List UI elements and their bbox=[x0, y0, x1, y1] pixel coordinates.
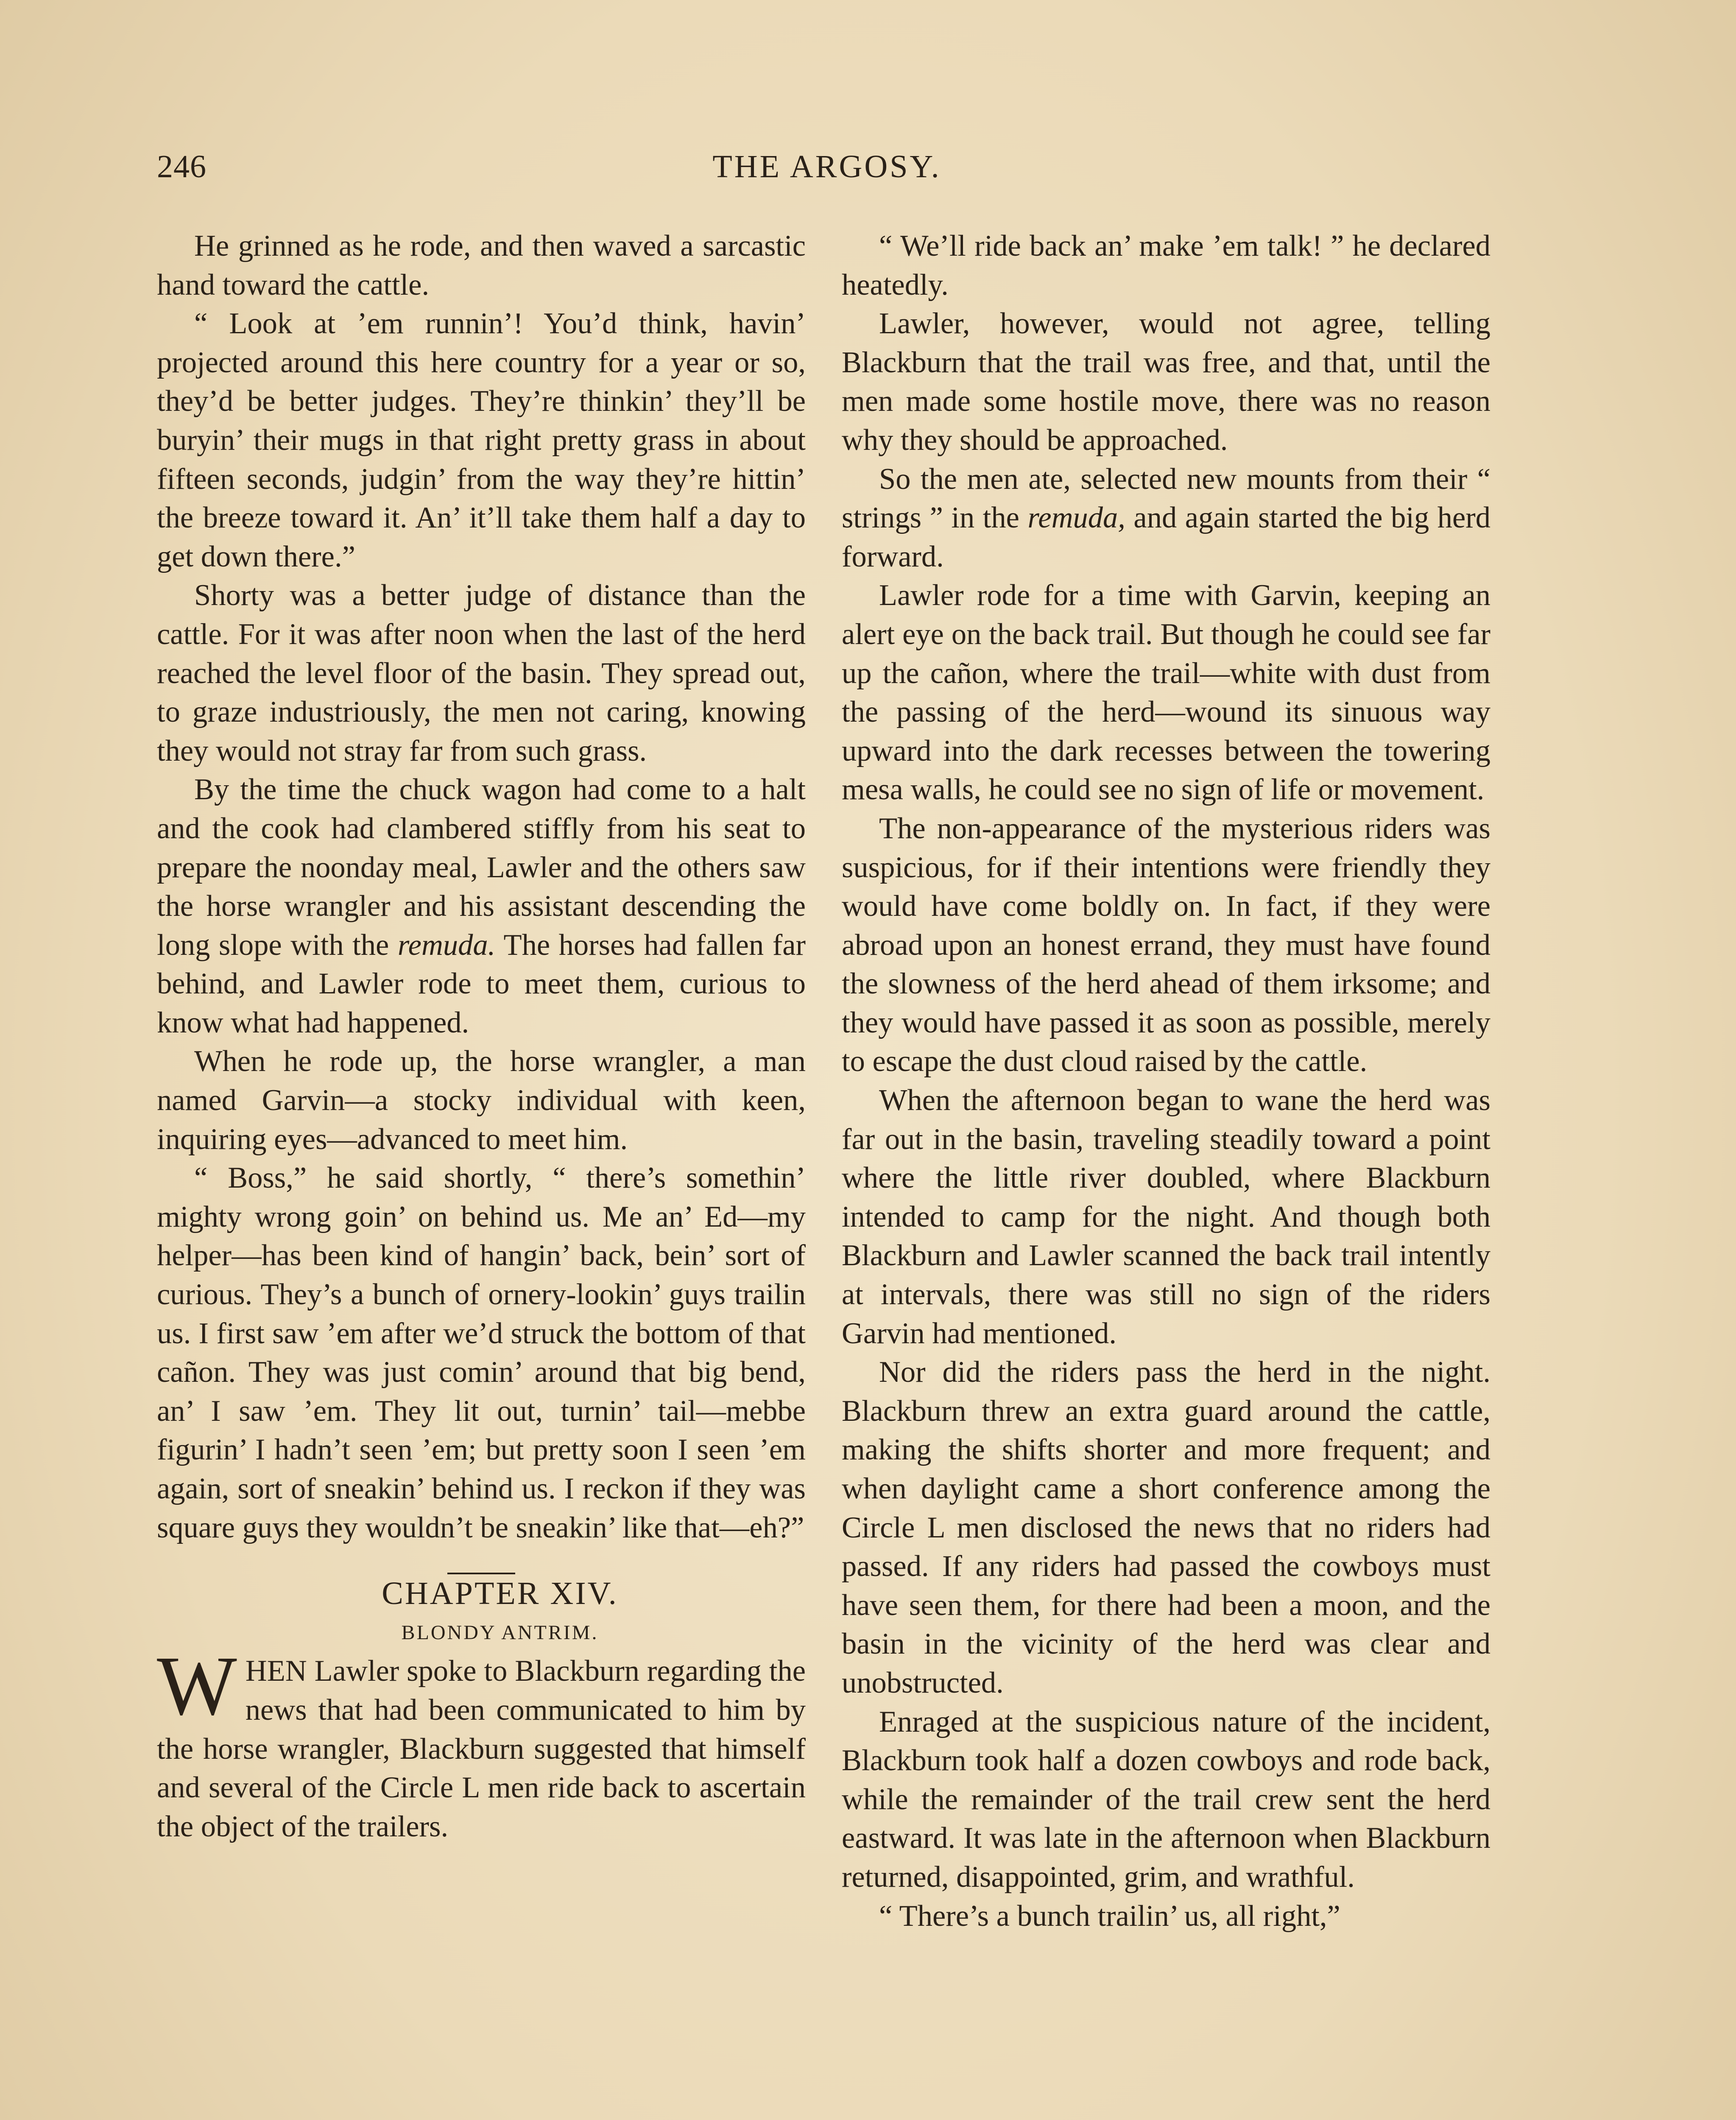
text-run: HEN Lawler spoke to Blackburn regarding the news that had been communicated to him by the horse wrangler, Blackburn suggested that himself and several of the Circle L men ride back to ascertain the object of the trailers. bbox=[157, 1654, 806, 1843]
paragraph: Lawler, however, would not agree, telling Blackburn that the trail was free, and that, until the men made some hostile move, there was no reason why they should be approached. bbox=[842, 307, 1490, 457]
chapter-opening-paragraph bbox=[157, 1639, 806, 1846]
page-header bbox=[157, 148, 1497, 199]
italic-word: remuda, bbox=[1027, 501, 1125, 535]
text-run: By the time the chuck wagon had come to a halt and the cook had clambered stiffly from his seat to prepare the noonday meal, Lawler and the others saw the horse wrangler and his assistant descending the long slope with the bbox=[157, 773, 806, 962]
page-number: 246 bbox=[157, 149, 207, 184]
text-run: So the men ate, selected new mounts from their “ strings ” in the bbox=[842, 462, 1490, 535]
paragraph: When he rode up, the horse wrangler, a man named Garvin—a stocky individual with keen, inquiring eyes—advanced to meet him. bbox=[157, 1045, 806, 1156]
italic-word: remuda. bbox=[397, 928, 496, 962]
text-run: and again started the big herd forward. bbox=[842, 501, 1491, 573]
paragraph bbox=[842, 460, 1490, 577]
paragraph: When the afternoon began to wane the herd was far out in the basin, traveling steadily toward a point where the little river doubled, where Blackburn intended to camp for the night. And though both Blackburn and Lawler scanned the back trail intently at intervals, there was still no sign of the riders Garvin had mentioned. bbox=[842, 1084, 1490, 1350]
paragraph: Enraged at the suspicious nature of the incident, Blackburn took half a dozen cowboys and rode back, while the remainder of the trail crew sent the herd eastward. It was late in the afternoon when Blackburn returned, disappointed, grim, and wrathful. bbox=[842, 1705, 1490, 1894]
drop-cap: W bbox=[157, 1639, 237, 1733]
paragraph: Nor did the riders pass the herd in the night. Blackburn threw an extra guard around the cattle, making the shifts shorter and more frequent; and when daylight came a short conference among the Circle L men disclosed the news that no riders had passed. If any riders had passed the cowboys must have seen them, for there had been a moon, and the basin in the vicinity of the herd was clear and unobstructed. bbox=[842, 1356, 1490, 1699]
paragraph: “ There’s a bunch trailin’ us, all right,” bbox=[879, 1899, 1340, 1933]
chapter-heading: CHAPTER XIV. bbox=[382, 1576, 618, 1612]
text-run: The horses had fallen far behind, and Lawler rode to meet them, curious to know what had happened. bbox=[157, 928, 806, 1039]
paragraph bbox=[157, 770, 806, 1042]
paragraph: He grinned as he rode, and then waved a sarcastic hand toward the cattle. bbox=[157, 229, 806, 301]
paragraph: Lawler rode for a time with Garvin, keeping an alert eye on the back trail. But though he could see far up the cañon, where the trail—white with dust from the passing of the herd—wound its sinuous way upward into the dark recesses between the towering mesa walls, he could see no sign of life or movement. bbox=[842, 579, 1490, 806]
left-column bbox=[157, 227, 806, 2120]
running-title: THE ARGOSY. bbox=[712, 149, 941, 184]
right-column bbox=[842, 227, 1490, 2120]
paragraph: “ Boss,” he said shortly, “ there’s somethin’ mighty wrong goin’ on behind us. Me an’ Ed—my helper—has been kind of hangin’ back, bein’ sort of curious. They’s a bunch of ornery-lookin’ guys trailin us. I first saw ’em after we’d struck the bottom of that cañon. They was just comin’ around that big bend, an’ I saw ’em. They lit out, turnin’ tail—mebbe figurin’ I hadn’t seen ’em; but pretty soon I seen ’em again, sort of sneakin’ behind us. I reckon if they was square guys they wouldn’t be sneakin’ like that—eh?” bbox=[157, 1161, 806, 1544]
paragraph: “ Look at ’em runnin’! You’d think, havin’ projected around this here country for a year or so, they’d be better judges. They’re thinkin’ they’ll be buryin’ their mugs in that right pretty grass in about fifteen seconds, judgin’ from the way they’re hittin’ the breeze toward it. An’ it’ll take them half a day to get down there.” bbox=[157, 307, 806, 573]
chapter-subtitle: BLONDY ANTRIM. bbox=[401, 1621, 599, 1644]
paragraph: Shorty was a better judge of distance than the cattle. For it was after noon when the last of the herd reached the level floor of the basin. They spread out, to graze industriously, the men not caring, knowing they would not stray far from such grass. bbox=[157, 579, 806, 767]
paragraph: “ We’ll ride back an’ make ’em talk! ” he declared heatedly. bbox=[842, 229, 1490, 301]
paragraph: The non-appearance of the mysterious riders was suspicious, for if their intentions were friendly they would have come boldly on. In fact, if they were abroad upon an honest errand, they must have found the slowness of the herd ahead of them irksome; and they would have passed it as soon as possible, merely to escape the dust cloud raised by the cattle. bbox=[842, 812, 1490, 1078]
